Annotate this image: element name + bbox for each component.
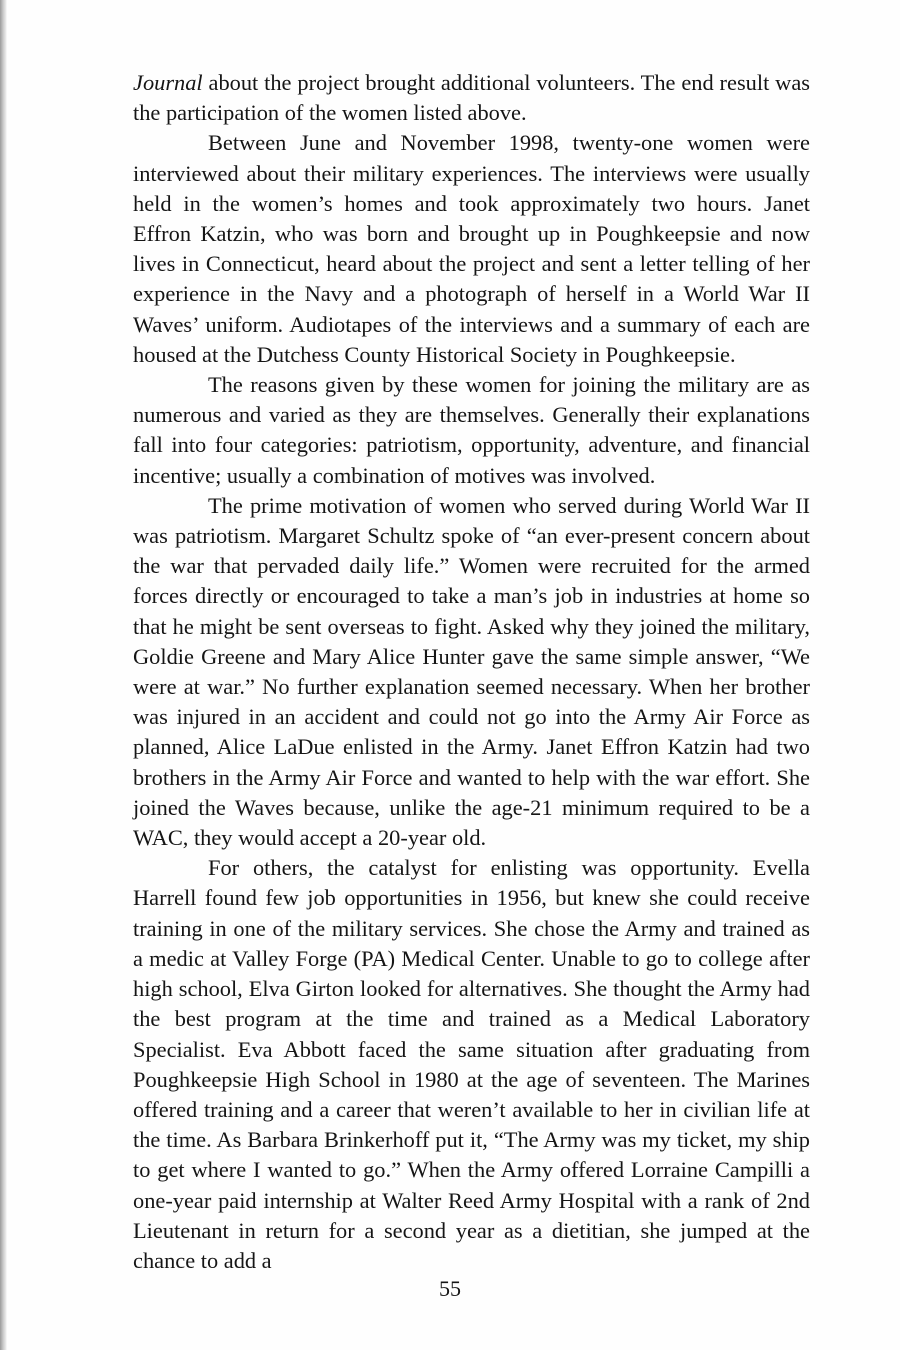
paragraph-text: about the project brought additional volunteers. The end result was the participation of the women listed above. — [133, 70, 810, 126]
paragraph-reasons: The reasons given by these women for joining the military are as numerous and varied as they are themselves. Generally their explanations fall into four categories: patriotism, opportunity, adventure, and financial incentive; usually a combination of motives was involved. — [133, 372, 810, 488]
paragraph-continuation — [133, 68, 810, 128]
paragraph-interviews: Between June and November 1998, twenty-one women were interviewed about their military experiences. The interviews were usually held in the women’s homes and took approximately two hours. Janet Effron Katzin, who was born and brought up in Poughkeepsie and now lives in Connecticut, heard about the project and sent a letter telling of her experience in the Navy and a photograph of herself in a World War II Waves’ uniform. Audiotapes of the interviews and a summary of each are housed at the Dutchess County Historical Society in Poughkeepsie. — [133, 130, 810, 367]
paragraph-patriotism: The prime motivation of women who served during World War II was patriotism. Margaret Schultz spoke of “an ever-present concern about the war that pervaded daily life.” Women were recruited for the armed forces directly or encouraged to take a man’s job in industries at home so that he might be sent overseas to fight. Asked why they joined the military, Goldie Greene and Mary Alice Hunter gave the same simple answer, “We were at war.” No further explanation seemed necessary. When her brother was injured in an accident and could not go into the Army Air Force as planned, Alice LaDue enlisted in the Army. Janet Effron Katzin had two brothers in the Army Air Force and wanted to help with the war effort. She joined the Waves because, unlike the age-21 minimum required to be a WAC, they would accept a 20-year old. — [133, 492, 810, 851]
page-binding-edge — [0, 0, 7, 1350]
paragraph-opportunity: For others, the catalyst for enlisting was opportunity. Evella Harrell found few job opportunities in 1956, but knew she could receive training in one of the military services. She chose the Army and trained as a medic at Valley Forge (PA) Medical Center. Unable to go to college after high school, Elva Girton looked for alternatives. She thought the Army had the best program at the time and trained as a Medical Laboratory Specialist. Eva Abbott faced the same situation after graduating from Poughkeepsie High School in 1980 at the age of seventeen. The Marines offered training and a career that weren’t available to her in civilian life at the time. As Barbara Brinkerhoff put it, “The Army was my ticket, my ship to get where I wanted to go.” When the Army offered Lorraine Campilli a one-year paid internship at Walter Reed Army Hospital with a rank of 2nd Lieutenant in return for a second year as a dietitian, she jumped at the chance to add a — [133, 855, 810, 1273]
body-text — [133, 68, 810, 1276]
page-number: 55 — [439, 1276, 461, 1301]
journal-title: Journal — [133, 70, 203, 95]
